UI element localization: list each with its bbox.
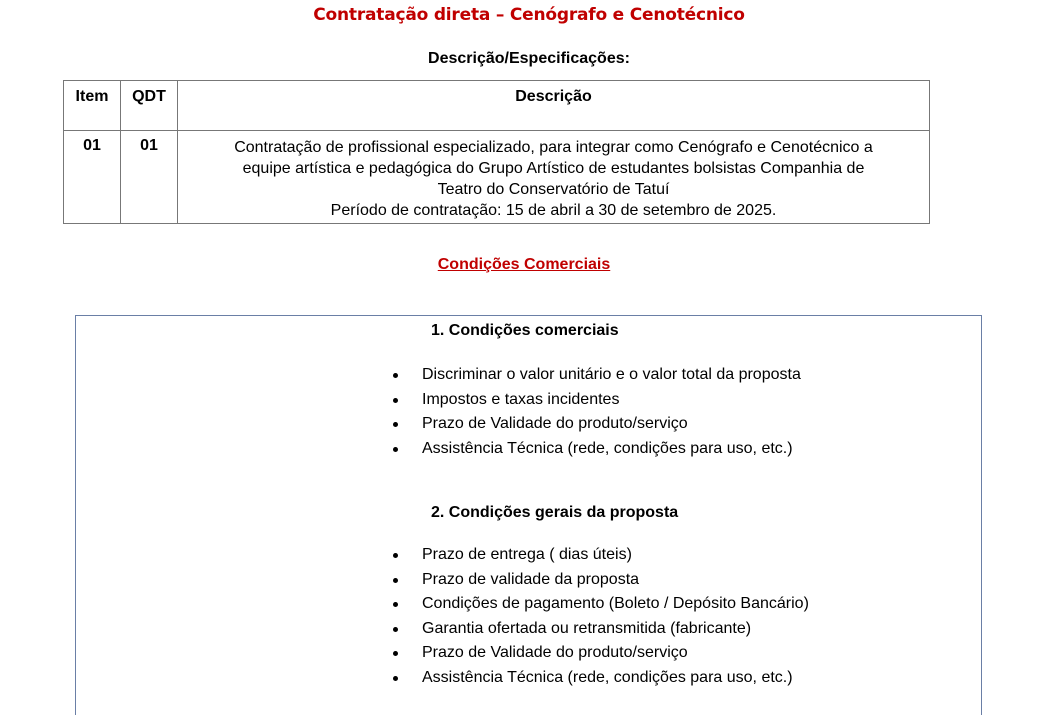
bullet-icon: [393, 578, 398, 583]
bullet-icon: [393, 602, 398, 607]
column-header-description: Descrição: [178, 81, 930, 131]
bullet-icon: [393, 398, 398, 403]
bullet-icon: [393, 447, 398, 452]
list-item: Garantia ofertada ou retransmitida (fabricante): [388, 617, 809, 642]
bullet-icon: [393, 676, 398, 681]
description-line: Período de contratação: 15 de abril a 30 de setembro de 2025.: [330, 202, 777, 219]
group-heading-commercial: 1. Condições comerciais: [431, 322, 619, 339]
list-item: Assistência Técnica (rede, condições para uso, etc.): [388, 437, 801, 462]
commercial-conditions-title: Condições Comerciais: [437, 256, 611, 273]
bullet-icon: [393, 651, 398, 656]
description-line: equipe artística e pedagógica do Grupo Artístico de estudantes bolsistas Companhia de: [242, 160, 865, 177]
list-item: Prazo de Validade do produto/serviço: [388, 641, 809, 666]
specifications-table: [63, 80, 930, 224]
qdt-cell: 01: [121, 131, 178, 224]
table-header-row: [64, 81, 930, 131]
bullet-icon: [393, 553, 398, 558]
bullet-icon: [393, 373, 398, 378]
description-cell: [178, 131, 930, 224]
column-header-item: Item: [64, 81, 121, 131]
commercial-conditions-list: [388, 363, 801, 461]
document-title: Contratação direta – Cenógrafo e Cenotécnico: [313, 5, 745, 25]
bullet-icon: [393, 627, 398, 632]
list-item: Impostos e taxas incidentes: [388, 388, 801, 413]
list-item: Prazo de Validade do produto/serviço: [388, 412, 801, 437]
column-header-qdt: QDT: [121, 81, 178, 131]
list-item: Assistência Técnica (rede, condições para uso, etc.): [388, 666, 809, 691]
list-item: Prazo de validade da proposta: [388, 568, 809, 593]
group-heading-general: 2. Condições gerais da proposta: [431, 504, 679, 521]
list-item: Condições de pagamento (Boleto / Depósito Bancário): [388, 592, 809, 617]
list-item: Prazo de entrega ( dias úteis): [388, 543, 809, 568]
item-cell: 01: [64, 131, 121, 224]
list-item: Discriminar o valor unitário e o valor total da proposta: [388, 363, 801, 388]
description-line: Contratação de profissional especializado, para integrar como Cenógrafo e Cenotécnico a: [234, 139, 873, 156]
bullet-icon: [393, 422, 398, 427]
table-row: [64, 131, 930, 224]
general-conditions-list: [388, 543, 809, 690]
specifications-subtitle: Descrição/Especificações:: [428, 50, 630, 67]
description-line: Teatro do Conservatório de Tatuí: [437, 181, 670, 198]
conditions-box: [75, 315, 982, 715]
